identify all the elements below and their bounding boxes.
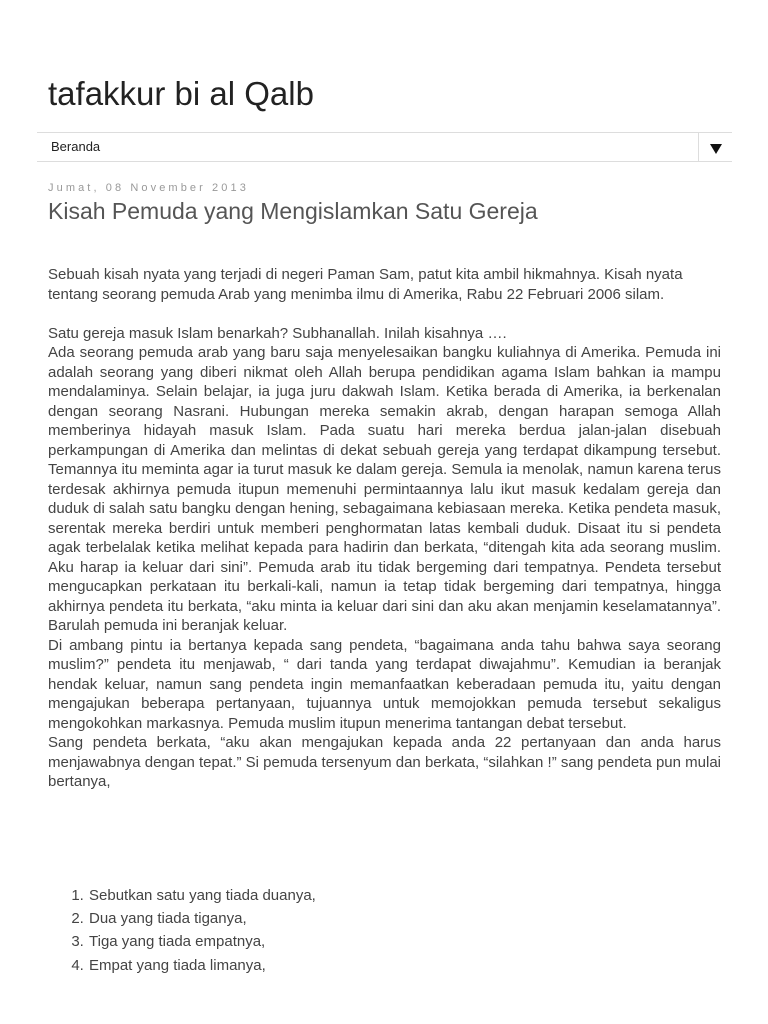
list-item: 2. Dua yang tiada tiganya, — [88, 907, 316, 930]
post-paragraph: Ada seorang pemuda arab yang baru saja menyelesaikan bangku kuliahnya di Amerika. Pemuda ini adalah seorang yang diberi nikmat oleh Allah berupa pendidikan agama Islam bahkan ia mampu mendalaminya. Selain belajar, ia juga juru dakwah Islam. Ketika berada di Amerika, ia berkenalan dengan seorang Nasrani. Hubungan mereka semakin akrab, dengan harapan semoga Allah memberinya hidayah masuk Islam. Pada suatu hari mereka berdua jalan-jalan disebuah perkampungan di Amerika dan melintas di dekat sebuah gereja yang terdapat dikampung tersebut. Temannya itu meminta agar ia turut masuk ke dalam gereja. Semula ia menolak, namun karena terus terdesak akhirnya pemuda itupun memenuhi permintaannya lalu ikut masuk kedalam gereja dan duduk di salah satu bangku dengan hening, sebagaimana kebiasaan mereka. Ketika pendeta masuk, serentak mereka berdiri untuk memberi penghormatan latas kembali duduk. Disaat itu si pendeta agak terbelalak ketika melihat kepada para hadirin dan berkata, “ditengah kita ada seorang muslim. Aku harap ia keluar dari sini”. Pemuda arab itu tidak bergeming dari tempatnya. Pendeta tersebut mengucapkan perkataan itu berkali-kali, namun ia tetap tidak bergeming dari tempatnya, hingga akhirnya pendeta itu berkata, “aku minta ia keluar dari sini dan aku akan menjamin keselamatannya”. Barulah pemuda ini beranjak keluar. — [48, 344, 721, 634]
paragraph-spacer — [48, 304, 721, 324]
nav-item-beranda[interactable]: Beranda — [51, 139, 101, 154]
post-date: Jumat, 08 November 2013 — [48, 182, 249, 194]
list-item: 3. Tiga yang tiada empatnya, — [88, 930, 316, 953]
blog-title[interactable]: tafakkur bi al Qalb — [48, 75, 314, 112]
page-nav-bar — [37, 132, 732, 162]
triangle-down-icon — [710, 144, 722, 154]
question-list — [48, 884, 316, 977]
post-intro-paragraph: Sebuah kisah nyata yang terjadi di negeri Paman Sam, patut kita ambil hikmahnya. Kisah nyata tentang seorang pemuda Arab yang menimba ilmu di Amerika, Rabu 22 Februari 2006 silam. — [48, 266, 683, 303]
post-title[interactable]: Kisah Pemuda yang Mengislamkan Satu Gereja — [48, 198, 538, 224]
post-main-text — [48, 343, 721, 792]
post-lead-line: Satu gereja masuk Islam benarkah? Subhanallah. Inilah kisahnya …. — [48, 324, 507, 342]
post-body — [48, 265, 721, 792]
list-item: 1. Sebutkan satu yang tiada duanya, — [88, 884, 316, 907]
list-item: 4. Empat yang tiada limanya, — [88, 954, 316, 977]
nav-dropdown-toggle[interactable] — [698, 133, 732, 161]
post-paragraph: Di ambang pintu ia bertanya kepada sang pendeta, “bagaimana anda tahu bahwa saya seorang muslim?” pendeta itu menjawab, “ dari tanda yang terdapat diwajahmu”. Kemudian ia beranjak hendak keluar, namun sang pendeta ingin memanfaatkan keberadaan pemuda itu, yaitu dengan mengajukan beberapa pertanyaan, tujuannya untuk memojokkan pemuda tersebut sekaligus mengokohkan markasnya. Pemuda muslim itupun menerima tantangan debat tersebut. — [48, 636, 721, 732]
post-paragraph: Sang pendeta berkata, “aku akan mengajukan kepada anda 22 pertanyaan dan anda harus menjawabnya dengan tepat.” Si pemuda tersenyum dan berkata, “silahkan !” sang pendeta pun mulai bertanya, — [48, 734, 721, 790]
